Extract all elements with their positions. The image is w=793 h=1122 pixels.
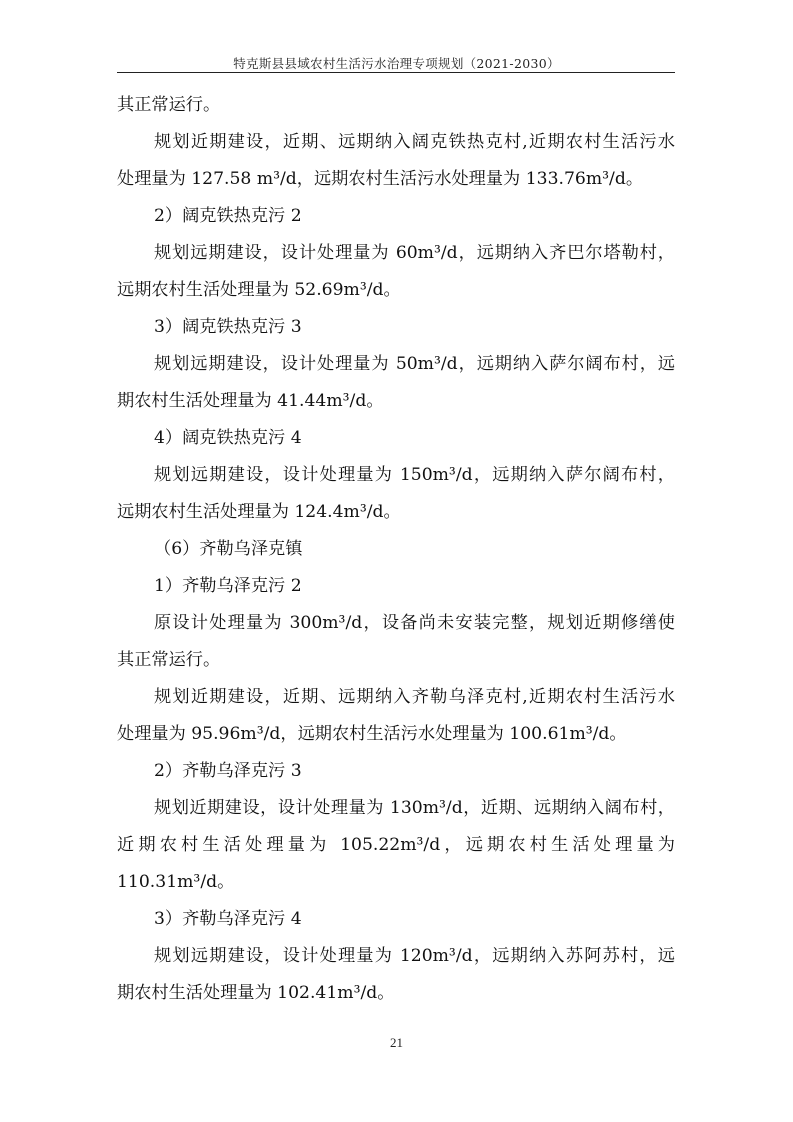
text-line: 2）阔克铁热克污 2 — [154, 206, 302, 226]
text-line: 规划远期建设，设计处理量为 150m³/d，远期纳入萨尔阔布村， — [154, 465, 675, 485]
text-line: 3）阔克铁热克污 3 — [154, 317, 302, 337]
text-line: 规划远期建设，设计处理量为 120m³/d，远期纳入苏阿苏村，远 — [154, 946, 675, 966]
text-line: （6）齐勒乌泽克镇 — [154, 539, 303, 559]
text-line: 远期农村生活处理量为 124.4m³/d。 — [117, 502, 401, 522]
text-line: 规划近期建设，近期、远期纳入阔克铁热克村,近期农村生活污水 — [154, 132, 675, 152]
text-line: 4）阔克铁热克污 4 — [154, 428, 302, 448]
text-line: 处理量为 95.96m³/d，远期农村生活污水处理量为 100.61m³/d。 — [117, 724, 627, 744]
text-line: 3）齐勒乌泽克污 4 — [154, 909, 302, 929]
text-line: 规划近期建设，设计处理量为 130m³/d，近期、远期纳入阔布村， — [154, 798, 675, 818]
text-line: 其正常运行。 — [117, 95, 221, 115]
text-line: 规划远期建设，设计处理量为 60m³/d，远期纳入齐巴尔塔勒村， — [154, 243, 675, 263]
running-header-title: 特克斯县县域农村生活污水治理专项规划（2021-2030） — [233, 56, 560, 71]
text-line: 规划远期建设，设计处理量为 50m³/d，远期纳入萨尔阔布村，远 — [154, 354, 675, 374]
text-line: 处理量为 127.58 m³/d，远期农村生活污水处理量为 133.76m³/d。 — [117, 169, 644, 189]
text-line: 规划近期建设，近期、远期纳入齐勒乌泽克村,近期农村生活污水 — [154, 687, 675, 707]
text-line: 期农村生活处理量为 41.44m³/d。 — [117, 391, 384, 411]
text-line: 2）齐勒乌泽克污 3 — [154, 761, 302, 781]
text-line: 原设计处理量为 300m³/d，设备尚未安装完整，规划近期修缮使 — [154, 613, 675, 633]
page-number: 21 — [390, 1035, 403, 1050]
text-line: 其正常运行。 — [117, 650, 221, 670]
text-line: 1）齐勒乌泽克污 2 — [154, 576, 302, 596]
text-line: 远期农村生活处理量为 52.69m³/d。 — [117, 280, 401, 300]
header-divider — [117, 72, 675, 73]
text-line: 110.31m³/d。 — [117, 872, 235, 892]
body-text — [117, 87, 675, 1012]
text-line: 期农村生活处理量为 102.41m³/d。 — [117, 983, 395, 1003]
text-line: 近期农村生活处理量为 105.22m³/d，远期农村生活处理量为 — [117, 835, 675, 855]
